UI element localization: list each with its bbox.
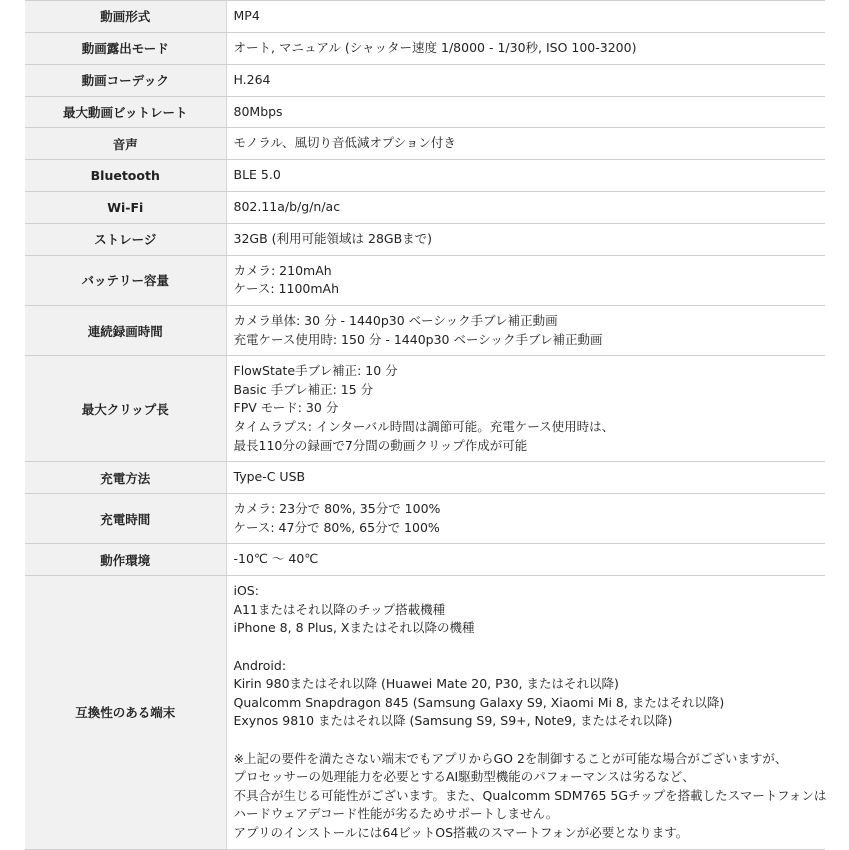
spec-label: バッテリー容量 <box>25 255 226 305</box>
spec-value-line: Qualcomm Snapdragon 845 (Samsung Galaxy S9, Xiaomi Mi 8, またはそれ以降) <box>233 694 725 710</box>
spec-value <box>226 128 825 160</box>
spec-label: 動作環境 <box>25 544 226 576</box>
spec-value-line: 充電ケース使用時: 150 分 - 1440p30 ベーシック手ブレ補正動画 <box>233 331 603 347</box>
spec-row <box>25 64 825 96</box>
spec-label: 充電方法 <box>25 462 226 494</box>
spec-row <box>25 96 825 128</box>
spec-row <box>25 305 825 355</box>
spec-table-body <box>25 1 825 850</box>
spec-value-line: iPhone 8, 8 Plus, Xまたはそれ以降の機種 <box>233 620 475 636</box>
spec-value <box>226 544 825 576</box>
spec-value <box>226 64 825 96</box>
spec-value-line: モノラル、風切り音低減オプション付き <box>233 135 456 151</box>
spec-value <box>226 356 825 462</box>
spec-label: 連続録画時間 <box>25 305 226 355</box>
spec-value <box>226 96 825 128</box>
spec-value-line: Type-C USB <box>233 469 306 485</box>
spec-value-line: カメラ: 210mAh <box>233 262 332 278</box>
spec-value-line: 80Mbps <box>233 103 283 119</box>
spec-value <box>226 1 825 33</box>
spec-value <box>226 223 825 255</box>
spec-value <box>226 160 825 192</box>
spec-value-line: Kirin 980またはそれ以降 (Huawei Mate 20, P30, またはそれ以降) <box>233 676 619 692</box>
spec-row <box>25 462 825 494</box>
spec-value-line: 不具合が生じる可能性がございます。また、Qualcomm SDM765 5Gチップを搭載したスマートフォンは <box>233 787 827 803</box>
spec-label: Bluetooth <box>25 160 226 192</box>
spec-row <box>25 223 825 255</box>
spec-label: 互換性のある端末 <box>25 575 226 849</box>
spec-value-line: BLE 5.0 <box>233 167 281 183</box>
spec-value-line: タイムラプス: インターバル時間は調節可能。充電ケース使用時は、 <box>233 418 615 434</box>
spec-value-line: ケース: 1100mAh <box>233 281 340 297</box>
spec-value <box>226 255 825 305</box>
spec-label: 動画コーデック <box>25 64 226 96</box>
spec-value-line: -10℃ ～ 40℃ <box>233 551 319 567</box>
spec-value-line: ※上記の要件を満たさない端末でもアプリからGO 2を制御することが可能な場合がございますが、 <box>233 750 788 766</box>
spec-value <box>226 32 825 64</box>
spec-value-line: MP4 <box>233 8 260 23</box>
spec-label: 最大動画ビットレート <box>25 96 226 128</box>
spec-value-line <box>234 638 820 657</box>
spec-value <box>226 575 825 849</box>
spec-value-line: 802.11a/b/g/n/ac <box>233 198 341 214</box>
spec-value-line <box>234 731 820 750</box>
spec-value-line: Exynos 9810 またはそれ以降 (Samsung S9, S9+, Note9, またはそれ以降) <box>233 713 673 729</box>
spec-value <box>226 494 825 544</box>
spec-value-line: アプリのインストールには64ビットOS搭載のスマートフォンが必要となります。 <box>233 825 689 840</box>
spec-label: 動画形式 <box>25 1 226 33</box>
spec-value-line: H.264 <box>233 71 271 87</box>
spec-label: 充電時間 <box>25 494 226 544</box>
spec-table <box>25 0 825 850</box>
spec-value-line: Android: <box>233 657 287 673</box>
spec-value <box>226 191 825 223</box>
spec-label: 音声 <box>25 128 226 160</box>
spec-row <box>25 494 825 544</box>
spec-label: 動画露出モード <box>25 32 226 64</box>
spec-value-line: プロセッサーの処理能力を必要とするAI駆動型機能のパフォーマンスは劣るなど、 <box>233 769 695 785</box>
spec-label: Wi-Fi <box>25 191 226 223</box>
spec-value <box>226 305 825 355</box>
spec-value-line: カメラ単体: 30 分 - 1440p30 ベーシック手ブレ補正動画 <box>233 312 558 328</box>
spec-value-line: FlowState手ブレ補正: 10 分 <box>233 363 398 379</box>
spec-row <box>25 544 825 576</box>
spec-row <box>25 160 825 192</box>
spec-value-line: 最長110分の録画で7分間の動画クリップ作成が可能 <box>233 437 528 453</box>
spec-value-line: 32GB (利用可能領域は 28GBまで) <box>233 230 433 246</box>
spec-value-line: カメラ: 23分で 80%, 35分で 100% <box>233 501 441 517</box>
spec-value-line: iOS: <box>233 583 259 599</box>
spec-row <box>25 575 825 849</box>
spec-value-line: ハードウェアデコード性能が劣るためサポートしません。 <box>233 806 559 822</box>
spec-row <box>25 255 825 305</box>
spec-value-line: Basic 手ブレ補正: 15 分 <box>233 381 374 397</box>
spec-row <box>25 32 825 64</box>
spec-value-line: ケース: 47分で 80%, 65分で 100% <box>233 519 440 535</box>
spec-row <box>25 356 825 462</box>
spec-row <box>25 191 825 223</box>
spec-row <box>25 1 825 33</box>
spec-value <box>226 462 825 494</box>
spec-label: 最大クリップ長 <box>25 356 226 462</box>
spec-label: ストレージ <box>25 223 226 255</box>
spec-row <box>25 128 825 160</box>
spec-value-line: オート, マニュアル (シャッター速度 1/8000 - 1/30秒, ISO 100-3200) <box>233 39 637 55</box>
spec-value-line: A11またはそれ以降のチップ搭載機種 <box>233 601 446 617</box>
spec-value-line: FPV モード: 30 分 <box>233 400 339 416</box>
